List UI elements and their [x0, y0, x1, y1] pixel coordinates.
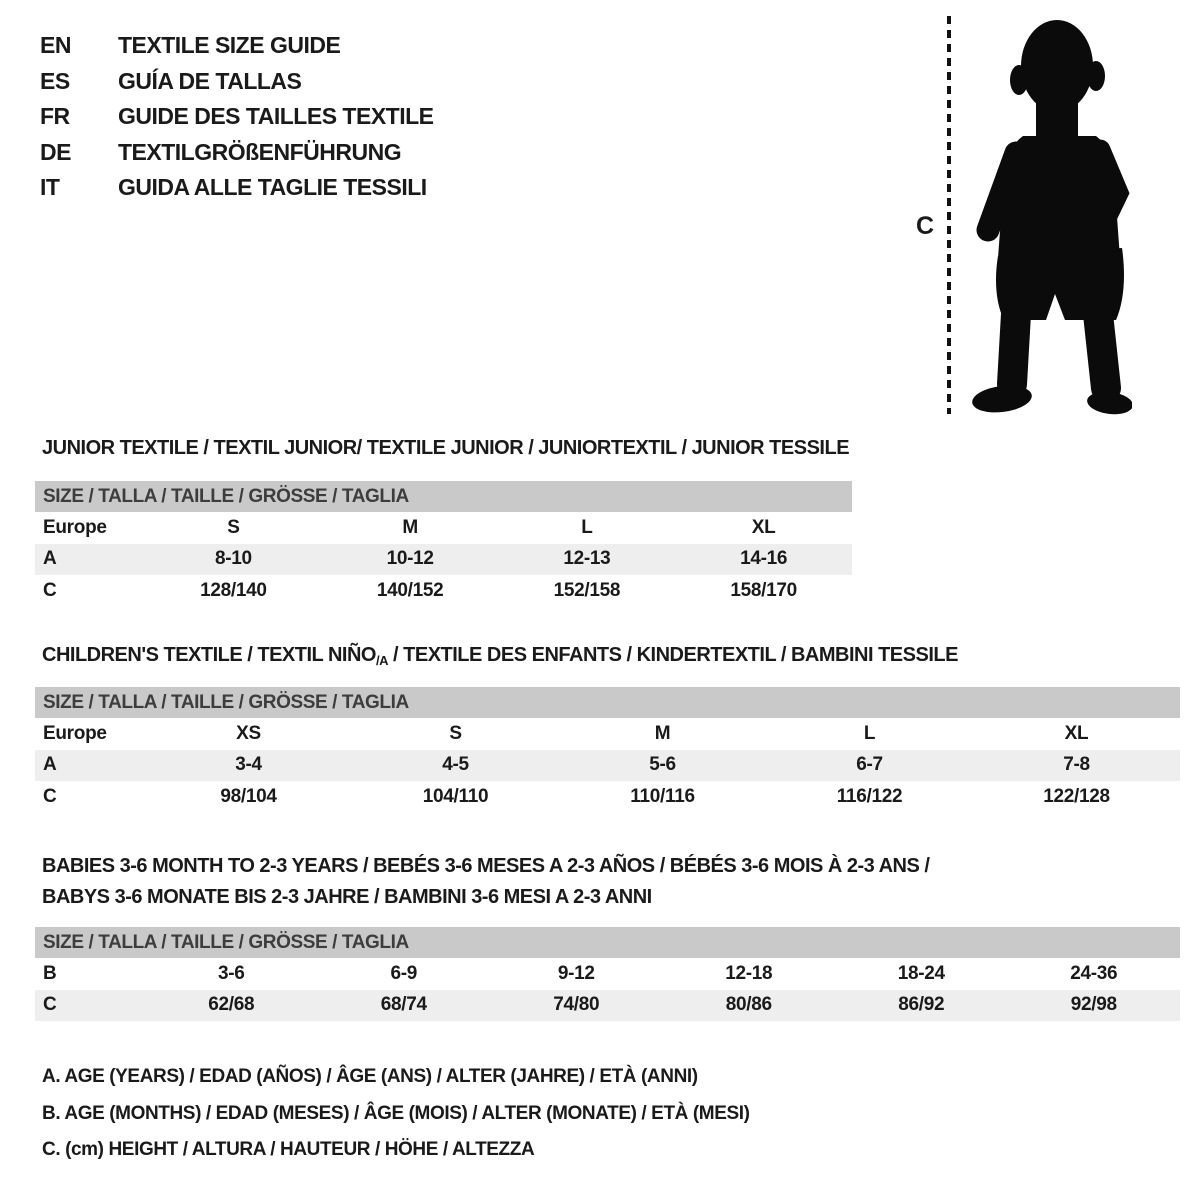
- legend-line-b: B. AGE (MONTHS) / EDAD (MESES) / ÂGE (MOIS) / ALTER (MONATE) / ETÀ (MESI): [42, 1102, 750, 1124]
- table-cell: 18-24: [897, 962, 945, 984]
- children-title-main: CHILDREN'S TEXTILE / TEXTIL NIÑO: [42, 644, 376, 666]
- table-row-europe: [35, 512, 852, 544]
- language-code: FR: [40, 103, 70, 130]
- table-cell: 10-12: [386, 548, 434, 570]
- language-title: GUIDE DES TAILLES TEXTILE: [118, 103, 434, 130]
- language-row: [40, 64, 434, 100]
- table-cell: 3-4: [235, 754, 262, 776]
- table-cell: L: [581, 516, 593, 538]
- language-code: IT: [40, 174, 60, 201]
- table-cell: S: [227, 516, 240, 538]
- table-cell: 68/74: [380, 994, 427, 1016]
- size-header-bar: SIZE / TALLA / TAILLE / GRÖSSE / TAGLIA: [35, 687, 1180, 718]
- legend-line-c: C. (cm) HEIGHT / ALTURA / HAUTEUR / HÖHE / ALTEZZA: [42, 1139, 535, 1160]
- junior-section-title: JUNIOR TEXTILE / TEXTIL JUNIOR/ TEXTILE JUNIOR / JUNIORTEXTIL / JUNIOR TESSILE: [42, 437, 850, 459]
- table-row-height: [35, 990, 1180, 1022]
- table-cell: 140/152: [376, 579, 444, 601]
- table-cell: 5-6: [649, 754, 676, 776]
- row-label: Europe: [43, 722, 107, 744]
- table-cell: 6-7: [856, 754, 883, 776]
- table-row-months: [35, 958, 1180, 990]
- table-cell: 86/92: [898, 994, 945, 1016]
- table-cell: 24-36: [1070, 962, 1118, 984]
- table-cell: 7-8: [1063, 754, 1090, 776]
- table-cell: 8-10: [214, 548, 252, 570]
- row-label: C: [43, 994, 57, 1016]
- table-cell: 104/110: [422, 785, 489, 807]
- language-code: DE: [40, 138, 71, 165]
- language-row: [40, 170, 434, 206]
- table-row-age: [35, 544, 852, 576]
- row-label: Europe: [43, 516, 107, 538]
- table-row-height: [35, 575, 852, 607]
- language-row: [40, 99, 434, 135]
- table-cell: XS: [236, 722, 261, 744]
- table-cell: 6-9: [390, 962, 418, 984]
- table-cell: 62/68: [208, 994, 255, 1016]
- legend-line-a: A. AGE (YEARS) / EDAD (AÑOS) / ÂGE (ANS) / ALTER (JAHRE) / ETÀ (ANNI): [42, 1066, 698, 1087]
- language-title: GUIDA ALLE TAGLIE TESSILI: [118, 174, 427, 201]
- row-label: C: [43, 785, 57, 807]
- language-code: ES: [40, 67, 70, 94]
- children-size-table: [35, 687, 1180, 813]
- language-code: EN: [40, 32, 71, 59]
- language-title-list: [40, 28, 434, 206]
- table-cell: 4-5: [442, 754, 469, 776]
- table-cell: 116/122: [836, 785, 903, 807]
- table-cell: 3-6: [217, 962, 245, 984]
- table-cell: 14-16: [740, 548, 788, 570]
- height-dashed-line: [947, 16, 951, 414]
- size-header-bar: SIZE / TALLA / TAILLE / GRÖSSE / TAGLIA: [35, 927, 1180, 958]
- table-row-age: [35, 750, 1180, 782]
- table-cell: XL: [1064, 722, 1089, 744]
- babies-title-line2: BABYS 3-6 MONATE BIS 2-3 JAHRE / BAMBINI 3-6 MESI A 2-3 ANNI: [42, 886, 652, 908]
- language-title: TEXTILGRÖßENFÜHRUNG: [118, 138, 402, 165]
- height-measure-label: C: [916, 212, 935, 240]
- table-cell: 9-12: [557, 962, 595, 984]
- row-label: B: [43, 962, 57, 984]
- table-cell: 110/116: [630, 785, 695, 807]
- children-title-sub: /A: [375, 653, 388, 668]
- row-label: A: [43, 754, 57, 776]
- table-cell: 128/140: [200, 579, 267, 601]
- table-cell: S: [449, 722, 462, 744]
- table-cell: 74/80: [553, 994, 600, 1016]
- language-title: GUÍA DE TALLAS: [118, 67, 302, 94]
- children-title-rest: / TEXTILE DES ENFANTS / KINDERTEXTIL / BAMBINI TESSILE: [387, 644, 958, 666]
- babies-title-line1: BABIES 3-6 MONTH TO 2-3 YEARS / BEBÉS 3-6 MESES A 2-3 AÑOS / BÉBÉS 3-6 MOIS À 2-3 ANS /: [42, 855, 930, 877]
- row-label: C: [43, 579, 57, 601]
- language-title: TEXTILE SIZE GUIDE: [118, 32, 341, 59]
- measure-legend: [42, 1066, 750, 1176]
- language-row: [40, 135, 434, 171]
- table-cell: 12-13: [563, 548, 611, 570]
- table-cell: M: [402, 516, 418, 538]
- children-section-title: [42, 644, 958, 668]
- table-cell: 12-18: [725, 962, 773, 984]
- size-header-bar: SIZE / TALLA / TAILLE / GRÖSSE / TAGLIA: [35, 481, 852, 512]
- babies-size-table: [35, 927, 1180, 1021]
- row-label: A: [43, 548, 57, 570]
- table-cell: M: [654, 722, 671, 744]
- babies-section-title: [42, 855, 929, 917]
- table-cell: 92/98: [1070, 994, 1117, 1016]
- table-row-europe: [35, 718, 1180, 750]
- language-row: [40, 28, 434, 64]
- table-cell: 80/86: [725, 994, 772, 1016]
- table-cell: XL: [751, 516, 776, 538]
- table-cell: 158/170: [730, 579, 797, 601]
- table-cell: 122/128: [1043, 785, 1110, 807]
- table-cell: 152/158: [553, 579, 621, 601]
- junior-size-table: [35, 481, 852, 607]
- table-row-height: [35, 781, 1180, 813]
- table-cell: L: [863, 722, 876, 744]
- table-cell: 98/104: [220, 785, 277, 807]
- toddler-silhouette-icon: [968, 18, 1132, 415]
